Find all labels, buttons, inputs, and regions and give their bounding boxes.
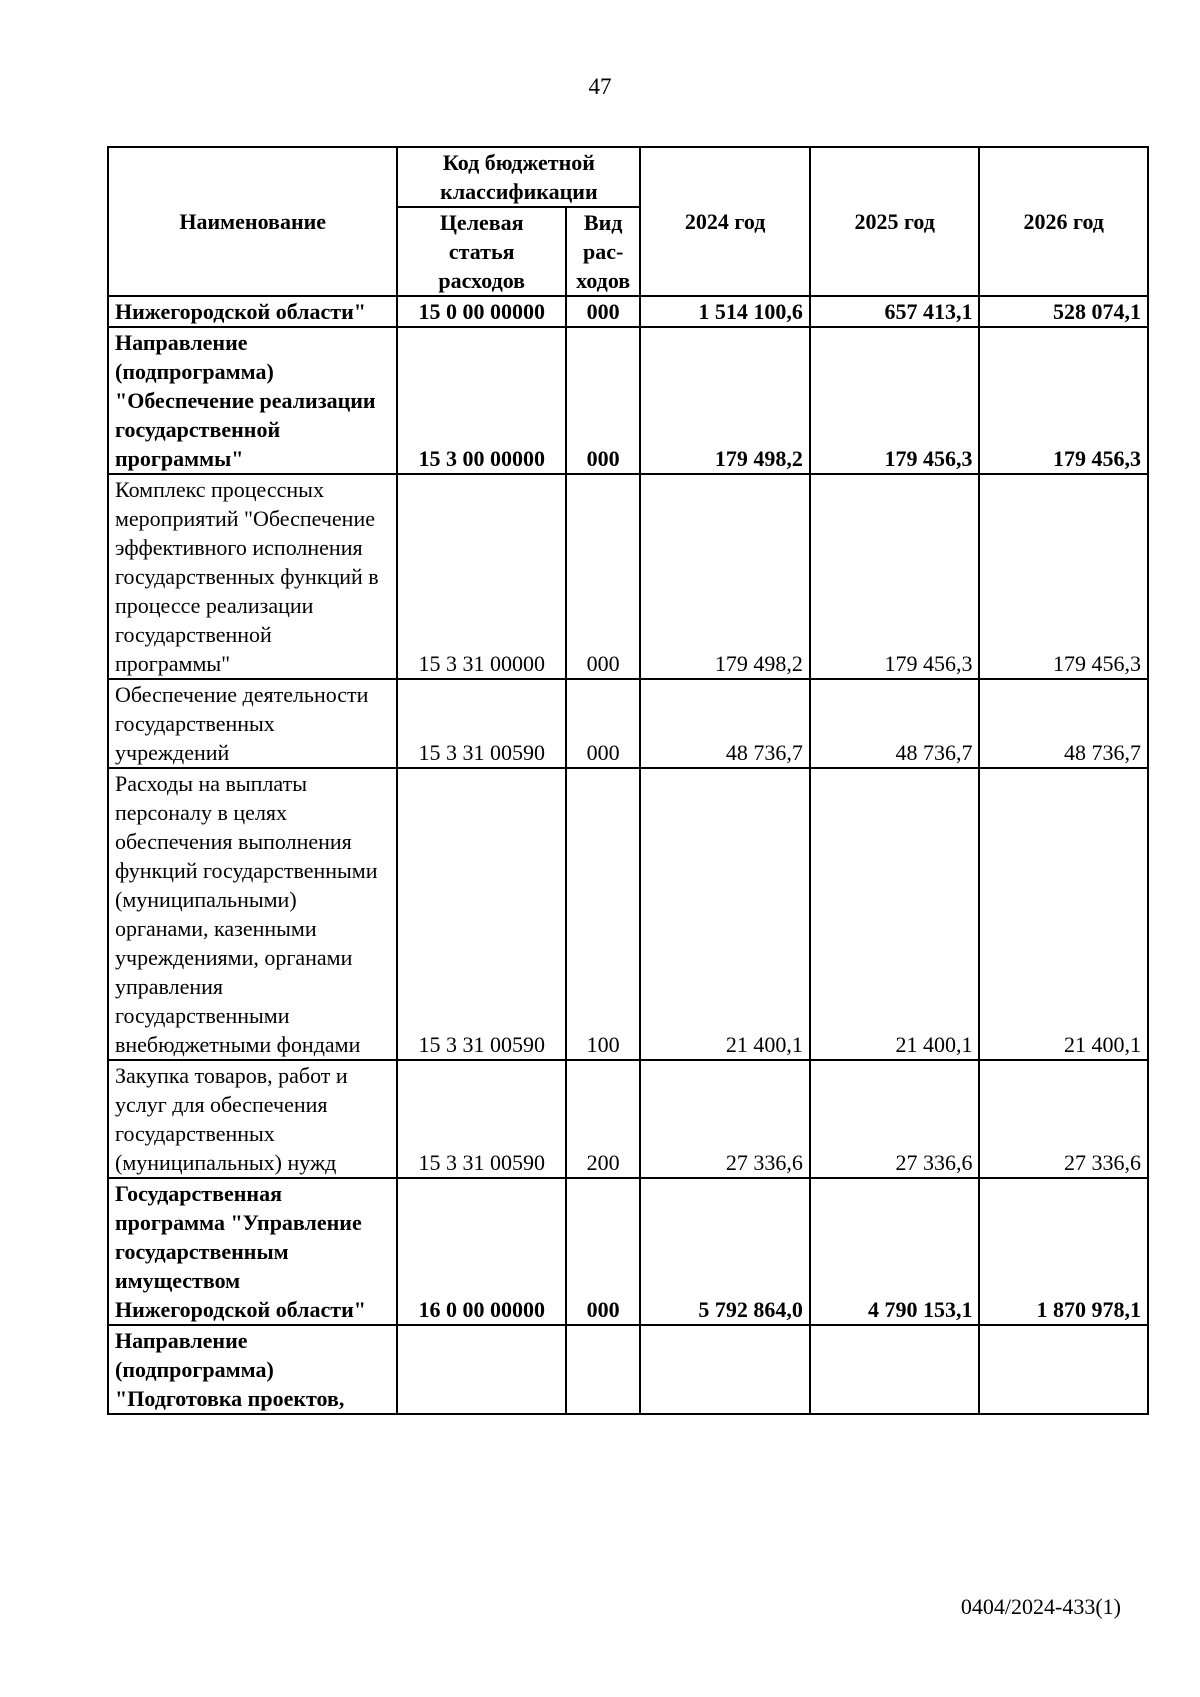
cell-2026: 179 456,3 <box>979 327 1148 474</box>
cell-name: Комплекс процессных мероприятий "Обеспечение эффективного исполнения государственных функций в процессе реализации государственной программы" <box>108 474 397 679</box>
cell-name: Нижегородской области" <box>108 296 397 327</box>
page-number: 47 <box>588 74 612 99</box>
header-2025: 2025 год <box>810 147 980 296</box>
cell-target-article: 15 3 31 00590 <box>397 768 566 1060</box>
table-header <box>108 147 1148 296</box>
table-row <box>108 1178 1148 1325</box>
cell-expense-type: 000 <box>566 679 640 768</box>
cell-target-article: 15 3 00 00000 <box>397 327 566 474</box>
cell-2026: 528 074,1 <box>979 296 1148 327</box>
cell-target-article: 16 0 00 00000 <box>397 1178 566 1325</box>
cell-target-article: 15 3 31 00000 <box>397 474 566 679</box>
cell-name: Закупка товаров, работ и услуг для обеспечения государственных (муниципальных) нужд <box>108 1060 397 1178</box>
cell-target-article: 15 3 31 00590 <box>397 679 566 768</box>
cell-2026: 21 400,1 <box>979 768 1148 1060</box>
cell-name: Обеспечение деятельности государственных учреждений <box>108 679 397 768</box>
table-row <box>108 1325 1148 1414</box>
table-row <box>108 679 1148 768</box>
table-row <box>108 1060 1148 1178</box>
cell-target-article <box>397 1325 566 1414</box>
cell-2025: 4 790 153,1 <box>810 1178 980 1325</box>
table-row <box>108 474 1148 679</box>
cell-2026: 179 456,3 <box>979 474 1148 679</box>
table-row <box>108 768 1148 1060</box>
table-row <box>108 296 1148 327</box>
cell-2025: 21 400,1 <box>810 768 980 1060</box>
cell-name: Расходы на выплаты персоналу в целях обеспечения выполнения функций государственными (муниципальными) органами, казенными учреждениями, органами управления государственными внебюджетными фондами <box>108 768 397 1060</box>
header-2024: 2024 год <box>640 147 810 296</box>
header-2026: 2026 год <box>979 147 1148 296</box>
cell-2025: 27 336,6 <box>810 1060 980 1178</box>
cell-target-article: 15 0 00 00000 <box>397 296 566 327</box>
table-body <box>108 296 1148 1414</box>
cell-target-article: 15 3 31 00590 <box>397 1060 566 1178</box>
header-expense-type: Вид рас-ходов <box>566 207 640 296</box>
cell-2024: 5 792 864,0 <box>640 1178 810 1325</box>
cell-expense-type: 000 <box>566 296 640 327</box>
cell-2025: 48 736,7 <box>810 679 980 768</box>
cell-expense-type: 000 <box>566 327 640 474</box>
cell-2025: 657 413,1 <box>810 296 980 327</box>
cell-2024: 48 736,7 <box>640 679 810 768</box>
cell-expense-type: 100 <box>566 768 640 1060</box>
cell-name: Государственная программа "Управление государственным имуществом Нижегородской области" <box>108 1178 397 1325</box>
table-row <box>108 327 1148 474</box>
cell-2024 <box>640 1325 810 1414</box>
header-target-article: Целевая статья расходов <box>397 207 566 296</box>
cell-expense-type <box>566 1325 640 1414</box>
cell-name: Направление (подпрограмма) "Обеспечение реализации государственной программы" <box>108 327 397 474</box>
cell-2025: 179 456,3 <box>810 474 980 679</box>
budget-table <box>107 146 1149 1415</box>
cell-2026: 48 736,7 <box>979 679 1148 768</box>
cell-2024: 27 336,6 <box>640 1060 810 1178</box>
cell-2026: 1 870 978,1 <box>979 1178 1148 1325</box>
header-name: Наименование <box>108 147 397 296</box>
cell-expense-type: 000 <box>566 474 640 679</box>
document-code: 0404/2024-433(1) <box>960 1594 1121 1619</box>
cell-2025: 179 456,3 <box>810 327 980 474</box>
header-code-group: Код бюджетной классификации <box>397 147 640 207</box>
cell-2026: 27 336,6 <box>979 1060 1148 1178</box>
cell-2024: 179 498,2 <box>640 474 810 679</box>
cell-name: Направление (подпрограмма) "Подготовка проектов, <box>108 1325 397 1414</box>
cell-2025 <box>810 1325 980 1414</box>
cell-expense-type: 200 <box>566 1060 640 1178</box>
cell-2024: 21 400,1 <box>640 768 810 1060</box>
cell-2026 <box>979 1325 1148 1414</box>
cell-2024: 1 514 100,6 <box>640 296 810 327</box>
cell-2024: 179 498,2 <box>640 327 810 474</box>
cell-expense-type: 000 <box>566 1178 640 1325</box>
